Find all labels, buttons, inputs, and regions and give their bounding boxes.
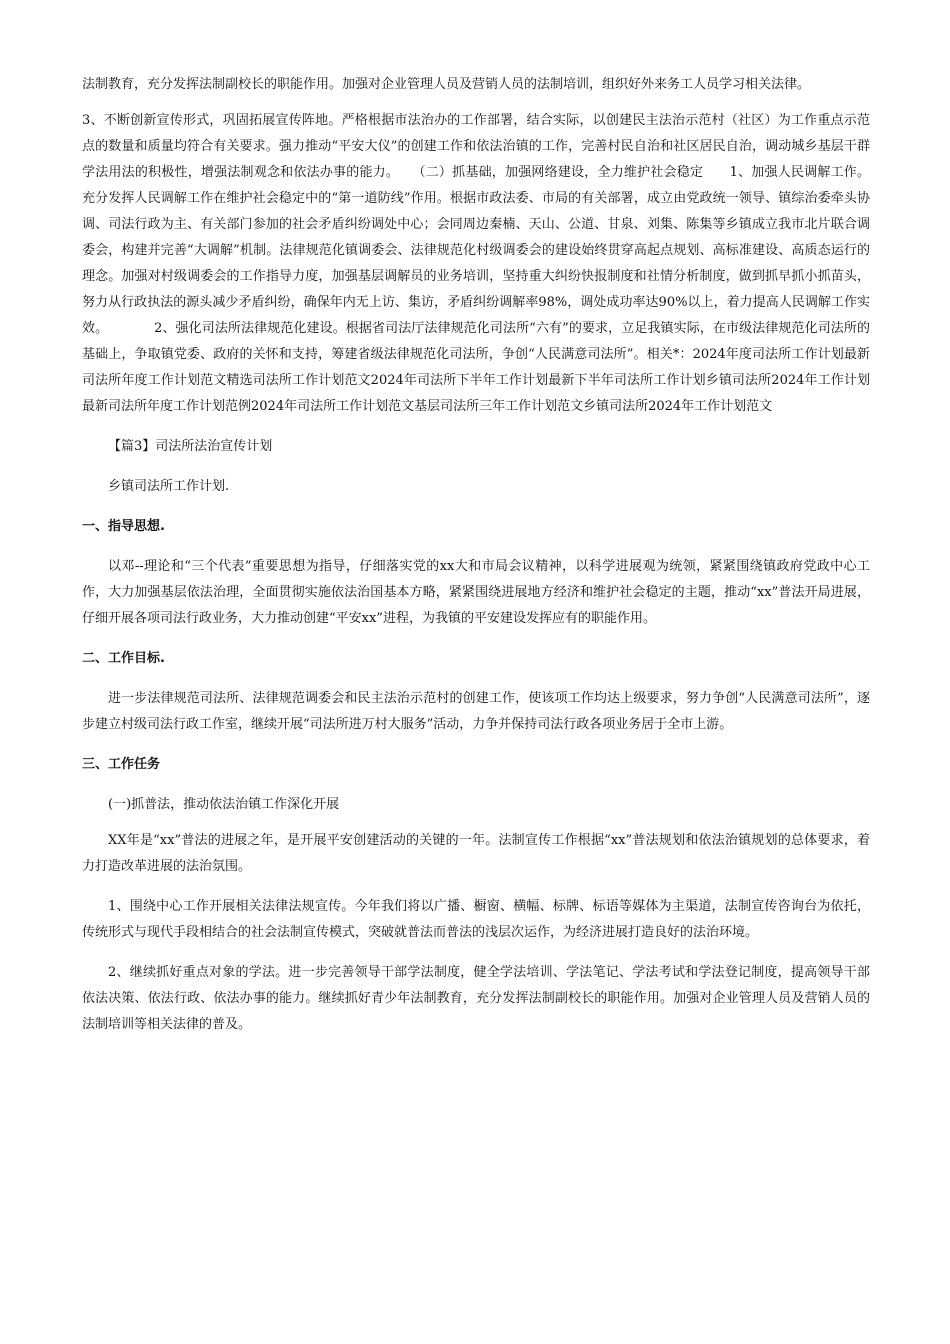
paragraph-task-2: 2、继续抓好重点对象的学法。进一步完善领导干部学法制度，健全学法培训、学法笔记、学法考试和学法登记制度，提高领导干部依法决策、依法行政、依法办事的能力。继续抓好青少年法制教育，充分发挥法制副校长的职能作用。加强对企业管理人员及营销人员的法制培训等相关法律的普及。 [82, 965, 870, 1032]
paragraph-task-intro: XX年是“xx”普法的进展之年，是开展平安创建活动的关键的一年。法制宣传工作根据“xx”普法规划和依法治镇规划的总体要求，着力打造改革进展的法治氛围。 [82, 833, 870, 874]
heading-work-tasks: 三、工作任务 [82, 757, 161, 772]
article-subtitle: 乡镇司法所工作计划. [108, 479, 230, 494]
paragraph-task-1: 1、围绕中心工作开展相关法律法规宣传。今年我们将以广播、橱窗、横幅、标牌、标语等媒体为主渠道，法制宣传咨询台为依托，传统形式与现代手段相结合的社会法制宣传模式，突破就普法而普法的浅层次运作，为经济进展打造良好的法治环境。 [82, 899, 870, 940]
continued-paragraph-2: 3、不断创新宣传形式，巩固拓展宣传阵地。严格根据市法治办的工作部署，结合实际，以创建民主法治示范村（社区）为工作重点示范点的数量和质量均符合有关要求。强力推动“平安大仪”的创建工作和依法治镇的工作，完善村民自治和社区居民自治，调动城乡基层干群学法用法的积极性，增强法制观念和依法办事的能力。 （二）抓基础，加强网络建设，全力维护社会稳定 1、加强人民调解工作。充分发挥人民调解工作在维护社会稳定中的“第一道防线”作用。根据市政法委、市局的有关部署，成立由党政统一领导、镇综治委牵头协调、司法行政为主、有关部门参加的社会矛盾纠纷调处中心；会同周边秦楠、天山、公道、甘泉、刘集、陈集等乡镇成立我市北片联合调委会，构建并完善“大调解”机制。法律规范化镇调委会、法律规范化村级调委会的建设始终贯穿高起点规划、高标准建设、高质态运行的理念。加强对村级调委会的工作指导力度，加强基层调解员的业务培训，坚持重大纠纷快报制度和社情分析制度，做到抓早抓小抓苗头，努力从行政执法的源头减少矛盾纠纷，确保年内无上访、集访，矛盾纠纷调解率98%，调处成功率达90%以上，着力提高人民调解工作实效。 2、强化司法所法律规范化建设。根据省司法厅法律规范化司法所“六有”的要求，立足我镇实际，在市级法律规范化司法所的基础上，争取镇党委、政府的关怀和支持，筹建省级法律规范化司法所，争创“人民满意司法所”。相关*：2024年度司法所工作计划最新司法所年度工作计划范文精选司法所工作计划范文2024年司法所下半年工作计划最新下半年司法所工作计划乡镇司法所2024年工作计划最新司法所年度工作计划范例2024年司法所工作计划范文基层司法所三年工作计划范文乡镇司法所2024年工作计划范文 [82, 113, 870, 414]
subheading-legal-education: (一)抓普法，推动依法治镇工作深化开展 [108, 797, 340, 812]
heading-guiding-thought: 一、指导思想. [82, 519, 165, 534]
heading-work-goal: 二、工作目标. [82, 651, 165, 666]
article-title: 【篇3】司法所法治宣传计划 [108, 439, 273, 454]
paragraph-guiding-thought: 以邓--理论和“三个代表”重要思想为指导，仔细落实党的xx大和市局会议精神，以科学进展观为统领，紧紧围绕镇政府党政中心工作，大力加强基层依法治理，全面贯彻实施依法治国基本方略，紧紧围绕进展地方经济和维护社会稳定的主题，推动“xx”普法开局进展，仔细开展各项司法行政业务，大力推动创建“平安xx”进程，为我镇的平安建设发挥应有的职能作用。 [82, 559, 870, 626]
continued-paragraph-1: 法制教育，充分发挥法制副校长的职能作用。加强对企业管理人员及营销人员的法制培训，组织好外来务工人员学习相关法律。 [82, 77, 811, 92]
document-page [82, 72, 870, 1052]
paragraph-work-goal: 进一步法律规范司法所、法律规范调委会和民主法治示范村的创建工作，使该项工作均达上级要求，努力争创“人民满意司法所”，逐步建立村级司法行政工作室，继续开展“司法所进万村大服务”活动，力争并保持司法行政各项业务居于全市上游。 [82, 691, 870, 732]
